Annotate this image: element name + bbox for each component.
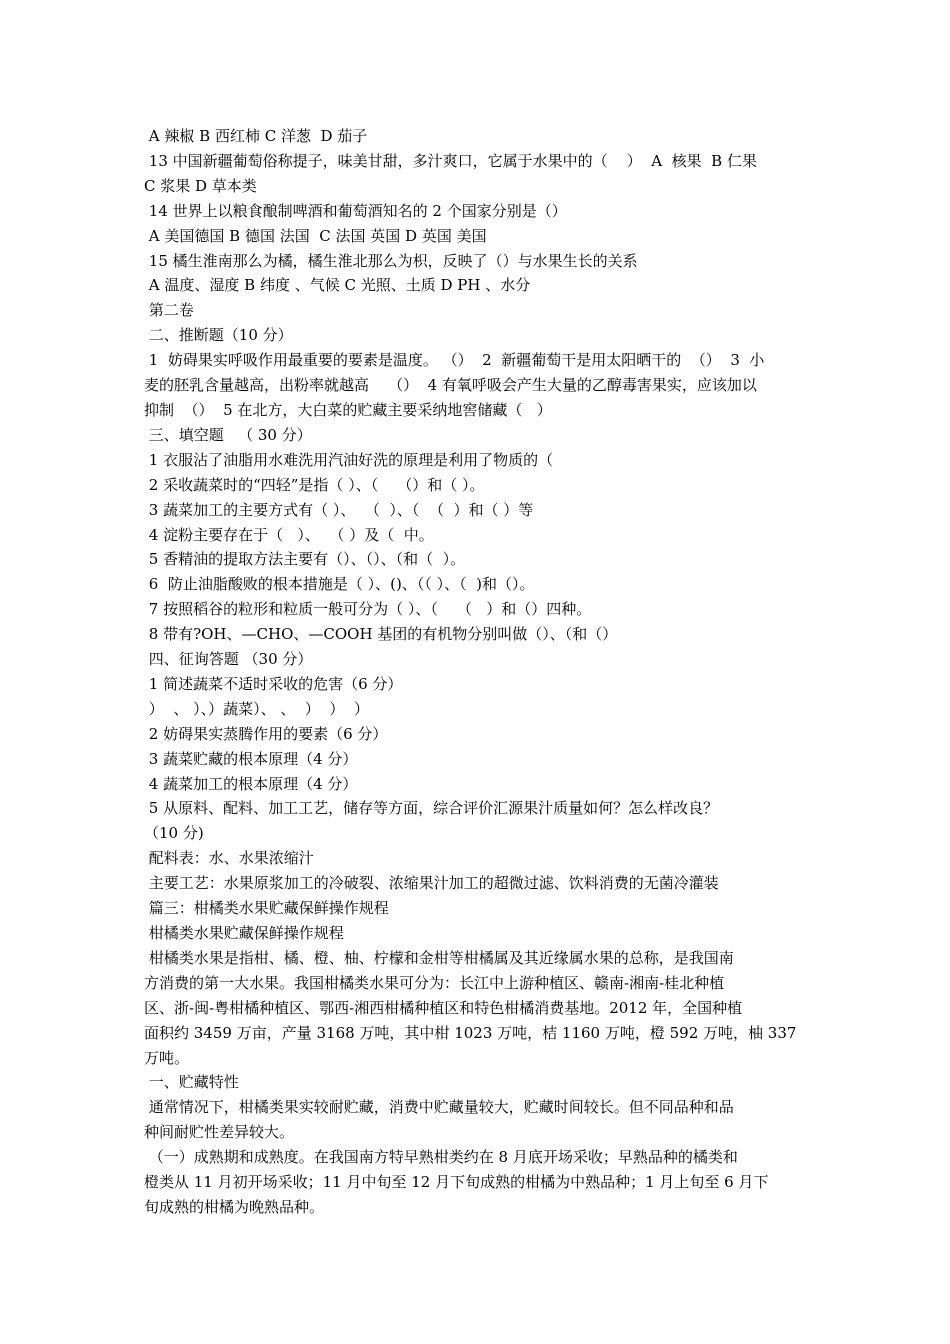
text-line: 万吨。 — [144, 1048, 190, 1067]
text-line: 2 妨碍果实蒸腾作用的要素（6 分） — [144, 724, 388, 743]
text-line: （一）成熟期和成熟度。在我国南方特早熟柑类约在 8 月底开场采收；早熟品种的橘类和 — [144, 1148, 738, 1167]
text-line: 抑制 （） 5 在北方，大白菜的贮藏主要采纳地窖储藏（ ） — [144, 400, 552, 419]
text-line: 种间耐贮性差异较大。 — [144, 1123, 295, 1142]
text-line: 1 衣服沾了油脂用水难洗用汽油好洗的原理是利用了物质的（ — [144, 450, 554, 469]
text-line: 4 蔬菜加工的根本原理（4 分） — [144, 774, 358, 793]
text-line: （10 分) — [144, 824, 204, 843]
text-line: 5 从原料、配料、加工工艺，储存等方面，综合评价汇源果汁质量如何？怎么样改良？ — [144, 799, 719, 818]
text-line: C 浆果 D 草本类 — [144, 176, 257, 195]
text-line: 5 香精油的提取方法主要有（）、（）、（和（ ）。 — [144, 550, 466, 569]
text-line: 1 简述蔬菜不适时采收的危害（6 分） — [144, 674, 403, 693]
text-line: 7 按照稻谷的粒形和粒质一般可分为（ ）、（ （ ）和（）四种。 — [144, 600, 592, 619]
text-line: 6 防止油脂酸败的根本措施是（ ）、()、（（ ）、（ )和（）。 — [144, 575, 535, 594]
text-line: 13 中国新疆葡萄俗称提子，味美甘甜，多汁爽口，它属于水果中的（ ） A 核果 B 仁果 — [144, 151, 757, 170]
text-line: 1 妨碍果实呼吸作用最重要的要素是温度。 （） 2 新疆葡萄干是用太阳晒干的 （） 3 小 — [144, 351, 765, 370]
text-line: 2 采收蔬菜时的“四轻”是指（ ）、（ （）和（ ）。 — [144, 475, 485, 494]
text-line: 第二卷 — [144, 301, 194, 320]
document-body — [144, 124, 808, 1220]
text-line: 配料表：水、水果浓缩汁 — [144, 849, 314, 868]
text-line: 四、征询答题 （30 分） — [144, 650, 313, 669]
text-line: 二、推断题（10 分） — [144, 326, 293, 345]
text-line: A 温度、湿度 B 纬度 、气候 C 光照、土质 D PH 、水分 — [144, 276, 531, 295]
text-line: 三、填空题 （ 30 分） — [144, 425, 312, 444]
text-line: 旬成熟的柑橘为晚熟品种。 — [144, 1197, 325, 1216]
text-line: 主要工艺：水果原浆加工的冷破裂、浓缩果汁加工的超微过滤、饮料消费的无菌冷灌装 — [144, 874, 719, 893]
text-line: 3 蔬菜加工的主要方式有（ ）、 （ ）、（ （ ）和（ ）等 — [144, 500, 534, 519]
text-line: 4 淀粉主要存在于（ ）、 （ ）及（ 中。 — [144, 525, 434, 544]
text-line: 柑橘类水果是指柑、橘、橙、柚、柠檬和金柑等柑橘属及其近缘属水果的总称，是我国南 — [144, 948, 734, 967]
text-line: 一、贮藏特性 — [144, 1073, 239, 1092]
text-line: 麦的胚乳含量越高，出粉率就越高 （） 4 有氧呼吸会产生大量的乙醇毒害果实，应该加以 — [144, 376, 757, 395]
text-line: 通常情况下，柑橘类果实较耐贮藏，消费中贮藏量较大，贮藏时间较长。但不同品种和品 — [144, 1098, 734, 1117]
text-line: A 辣椒 B 西红柿 C 洋葱 D 茄子 — [144, 127, 368, 145]
text-line: 方消费的第一大水果。我国柑橘类水果可分为：长江中上游种植区、赣南-湘南-桂北种植 — [144, 973, 725, 992]
text-line: 橙类从 11 月初开场采收；11 月中旬至 12 月下旬成熟的柑橘为中熟品种；1 月上旬至 6 月下 — [144, 1173, 769, 1192]
text-line: 篇三：柑橘类水果贮藏保鲜操作规程 — [144, 899, 389, 918]
text-line: 14 世界上以粮食酿制啤酒和葡萄酒知名的 2 个国家分别是（） — [144, 201, 567, 220]
text-line: 3 蔬菜贮藏的根本原理（4 分） — [144, 749, 358, 768]
text-line: 15 橘生淮南那么为橘，橘生淮北那么为枳，反映了（）与水果生长的关系 — [144, 251, 638, 270]
text-line: 8 带有?OH、—CHO、—COOH 基团的有机物分别叫做（）、（和（） — [144, 625, 618, 644]
text-line: 柑橘类水果贮藏保鲜操作规程 — [144, 924, 344, 942]
text-line: 区、浙-闽-粤柑橘种植区、鄂西-湘西柑橘种植区和特色柑橘消费基地。2012 年，全国种植 — [144, 998, 743, 1017]
text-line: ） 、 ）、）蔬菜）、 、 ） ） ） — [144, 699, 369, 718]
text-line: 面积约 3459 万亩，产量 3168 万吨，其中柑 1023 万吨，桔 1160 万吨，橙 592 万吨，柚 337 — [144, 1023, 797, 1042]
text-line: A 美国德国 B 德国 法国 C 法国 英国 D 英国 美国 — [144, 226, 487, 245]
